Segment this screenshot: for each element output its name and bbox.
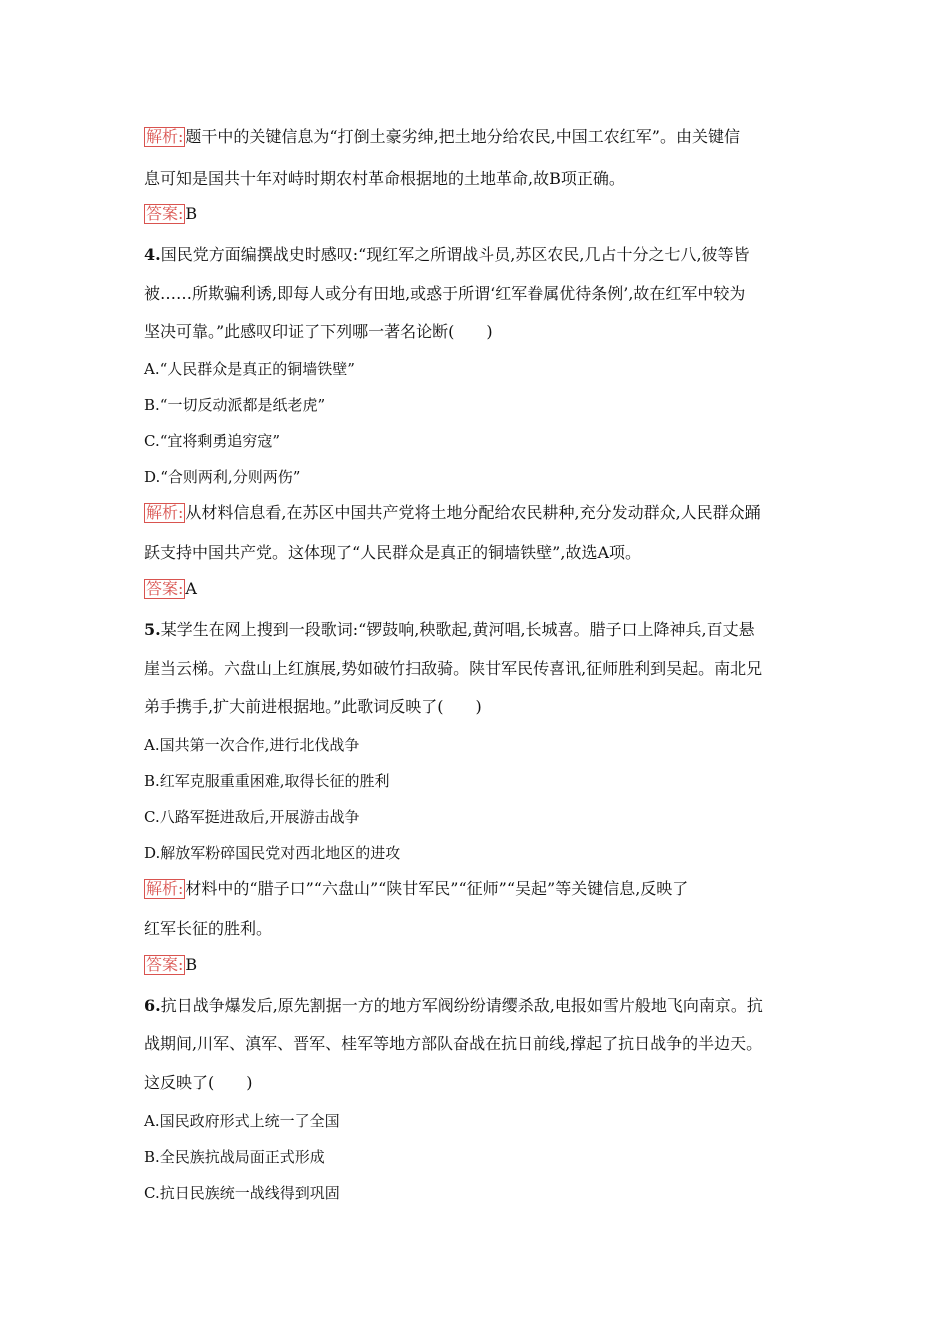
q4-stem-line1 bbox=[144, 245, 750, 265]
q5-answer bbox=[144, 955, 197, 975]
q5-stem-line2: 崖当云梯。六盘山上红旗展,势如破竹扫敌骑。陕甘军民传喜讯,征师胜利到吴起。南北兄 bbox=[144, 659, 763, 678]
analysis-label: 解析: bbox=[146, 503, 184, 522]
q4-number: 4. bbox=[144, 245, 161, 264]
q5-stem-text1: 某学生在网上搜到一段歌词:“锣鼓响,秧歌起,黄河唱,长城喜。腊子口上降神兵,百丈悬 bbox=[160, 620, 755, 639]
q6-option-a[interactable]: A.国民政府形式上统一了全国 bbox=[144, 1112, 340, 1130]
q5-stem-line3: 弟手携手,扩大前进根据地。”此歌词反映了( ) bbox=[144, 697, 482, 716]
q4-analysis-line1 bbox=[144, 503, 761, 523]
q6-option-b[interactable]: B.全民族抗战局面正式形成 bbox=[144, 1148, 325, 1166]
q3-analysis-line1 bbox=[144, 127, 740, 147]
q6-stem-text1: 抗日战争爆发后,原先割据一方的地方军阀纷纷请缨杀敌,电报如雪片般地飞向南京。抗 bbox=[160, 996, 763, 1015]
q5-option-a[interactable]: A.国共第一次合作,进行北伐战争 bbox=[144, 736, 360, 754]
q4-option-c[interactable]: C.“宜将剩勇追穷寇” bbox=[144, 432, 281, 450]
q6-number: 6. bbox=[144, 996, 161, 1015]
q5-analysis-line1 bbox=[144, 879, 688, 899]
q4-stem-line3: 坚决可靠。”此感叹印证了下列哪一著名论断( ) bbox=[144, 322, 493, 341]
q4-stem-text1: 国民党方面编撰战史时感叹:“现红军之所谓战斗员,苏区农民,几占十分之七八,彼等皆 bbox=[160, 245, 750, 264]
q6-option-c[interactable]: C.抗日民族统一战线得到巩固 bbox=[144, 1184, 340, 1202]
q4-option-a[interactable]: A.“人民群众是真正的铜墙铁壁” bbox=[144, 360, 355, 378]
answer-label: 答案: bbox=[146, 579, 184, 598]
q3-answer bbox=[144, 204, 197, 224]
q5-analysis-line2: 红军长征的胜利。 bbox=[144, 919, 273, 938]
q6-stem-line1 bbox=[144, 996, 763, 1016]
q5-answer-value: B bbox=[185, 955, 198, 974]
q4-answer bbox=[144, 579, 197, 599]
q5-analysis-text1: 材料中的“腊子口”“六盘山”“陕甘军民”“征师”“吴起”等关键信息,反映了 bbox=[185, 879, 689, 898]
analysis-label: 解析: bbox=[146, 127, 184, 146]
q3-analysis-line2: 息可知是国共十年对峙时期农村革命根据地的土地革命,故B项正确。 bbox=[144, 169, 625, 188]
q4-option-d[interactable]: D.“合则两利,分则两伤” bbox=[144, 468, 301, 486]
q4-option-b[interactable]: B.“一切反动派都是纸老虎” bbox=[144, 396, 326, 414]
answer-label: 答案: bbox=[146, 204, 184, 223]
q6-stem-line3: 这反映了( ) bbox=[144, 1073, 253, 1092]
q3-answer-value: B bbox=[185, 204, 198, 223]
q4-analysis-text1: 从材料信息看,在苏区中国共产党将土地分配给农民耕种,充分发动群众,人民群众踊 bbox=[185, 503, 761, 522]
q4-answer-value: A bbox=[185, 579, 197, 598]
analysis-label: 解析: bbox=[146, 879, 184, 898]
q5-option-c[interactable]: C.八路军挺进敌后,开展游击战争 bbox=[144, 808, 360, 826]
q3-analysis-text1: 题干中的关键信息为“打倒土豪劣绅,把土地分给农民,中国工农红军”。由关键信 bbox=[185, 127, 740, 146]
q5-option-b[interactable]: B.红军克服重重困难,取得长征的胜利 bbox=[144, 772, 390, 790]
q5-stem-line1 bbox=[144, 620, 755, 640]
answer-label: 答案: bbox=[146, 955, 184, 974]
q6-stem-line2: 战期间,川军、滇军、晋军、桂军等地方部队奋战在抗日前线,撑起了抗日战争的半边天。 bbox=[144, 1034, 763, 1053]
q5-option-d[interactable]: D.解放军粉碎国民党对西北地区的进攻 bbox=[144, 844, 401, 862]
q4-analysis-line2: 跃支持中国共产党。这体现了“人民群众是真正的铜墙铁壁”,故选A项。 bbox=[144, 543, 642, 562]
q5-number: 5. bbox=[144, 620, 161, 639]
q4-stem-line2: 被……所欺骗利诱,即每人或分有田地,或惑于所谓‘红军眷属优待条例’,故在红军中较为 bbox=[144, 284, 746, 303]
